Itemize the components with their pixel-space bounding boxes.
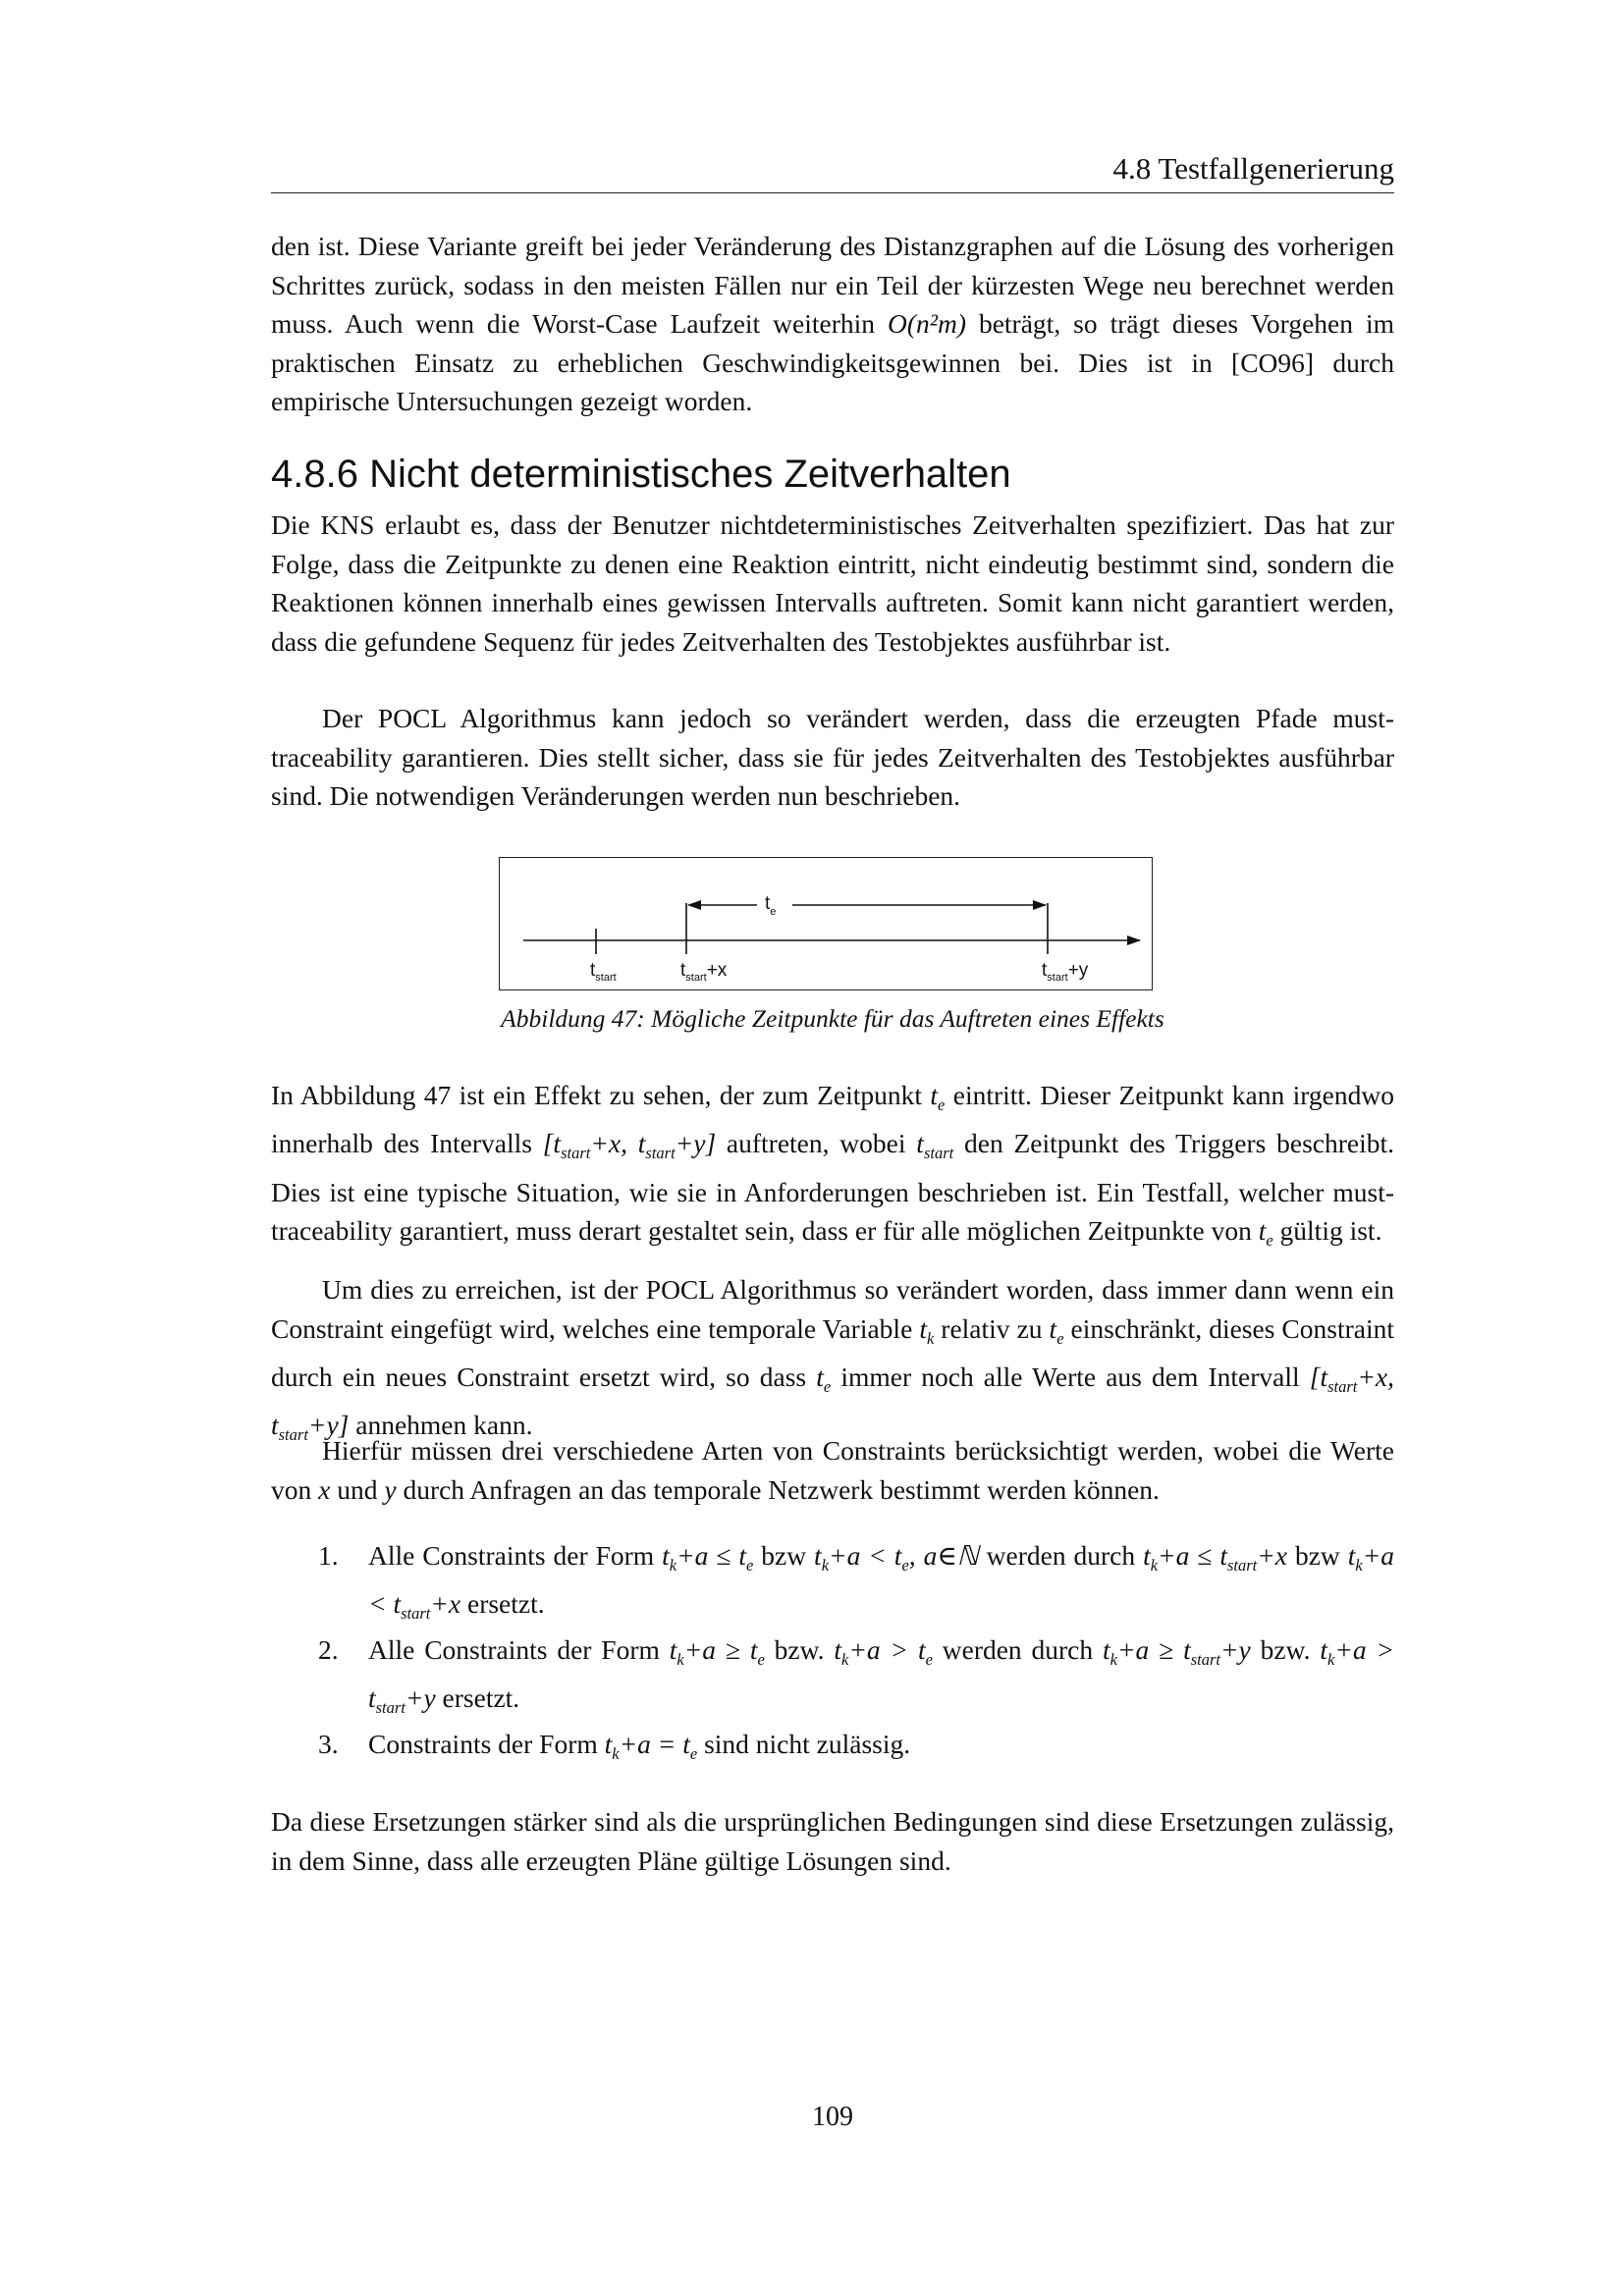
t-e-symbol: $t_e$ (930, 1080, 946, 1114)
t-e-symbol: $t_e$ (816, 1361, 832, 1396)
paragraph-3: In Abbildung 47 ist ein Effekt zu sehen, der zum Zeitpunkt $t_e$ eintritt. Dieser Zeitpunkt kann irgendwo innerhalb des Intervalls [$t_{start}+x$, $t_{start}+y$] auftreten, wobei $t_{start}$ den Zeitpunkt des Triggers beschreibt. Dies ist eine typische Situation, wie sie in Anforderungen beschrieben ist. Ein Testfall, welcher must-traceability garantiert, muss derart gestaltet sein, dass er für alle möglichen Zeitpunkte von $t_e$ gültig ist. (271, 1080, 1395, 1250)
timeline-diagram (500, 858, 1154, 991)
figure-timeline (499, 857, 1153, 990)
interval-formula: [$t_{start}+x$, $t_{start}+y$] (542, 1128, 717, 1163)
paragraph-2: Der POCL Algorithmus kann jedoch so verändert werden, dass die erzeugten Pfade must-traceability garantieren. Dies stellt sicher, dass sie für jedes Zeitverhalten des Testobjektes ausführbar sind. Die notwendigen Veränderungen werden nun beschrieben. (271, 703, 1394, 811)
t-e-symbol: $t_e$ (1049, 1312, 1064, 1348)
section-heading: 4.8.6 Nicht deterministisches Zeitverhalten (271, 453, 1011, 496)
label-tstart-plus-y: $t_{start}+y$ (1042, 960, 1089, 984)
document-page: 4.8 Testfallgenerierung den ist. Diese Variante greift bei jeder Veränderung des Distanzgraphen auf die Lösung des vorherigen Schrittes zurück, sodass in den meisten Fällen nur ein Teil der kürzesten Wege neu berechnet werden muss. Auch wenn die Worst-Case Laufzeit weiterhin O(n²m) beträgt, so trägt dieses Vorgehen im praktischen Einsatz zu erheblichen Geschwindigkeitsgewinnen bei. Dies ist in [CO96] durch empirische Untersuchungen gezeigt worden. 4.8.6 Nicht deterministisches Zeitverhalten Die KNS erlaubt es, dass der Benutzer nichtdeterministisches Zeitverhalten spezifiziert. Das hat zur Folge, dass die Zeitpunkte zu denen eine Reaktion eintritt, nicht eindeutig bestimmt sind, sondern die Reaktionen können innerhalb eines gewissen Intervalls auftreten. Somit kann nicht garantiert werden, dass die gefundene Sequenz für jedes Zeitverhalten des Testobjektes ausführbar ist. Der POCL Algorithmus kann jedoch so verändert werden, dass die erzeugten Pfade must-traceability garantieren. Dies stellt sicher, dass sie für jedes Zeitverhalten des Testobjektes ausführbar sind. Die notwendigen Veränderungen werden nun beschrieben. $t_e$ $t_{start}$ $t_{start}+x$ $t_{start}+y$ Abbildung 47: Mögliche Zeitpunkte für das Auftreten eines Effekts In Abbildung 47 ist ein Effekt zu sehen, der zum Zeitpunkt $t_e$ eintritt. Dieser Zeitpunkt kann irgendwo innerhalb des Intervalls [$t_{start}+x$, $t_{start}+y$] auftreten, wobei $t_{start}$ den Zeitpunkt des Triggers beschreibt. Dies ist eine typische Situation, wie sie in Anforderungen beschrieben ist. Ein Testfall, welcher must-traceability garantiert, muss derart gestaltet sein, dass er für alle möglichen Zeitpunkte von $t_e$ gültig ist. Um dies zu erreichen, ist der POCL Algorithmus so verändert worden, dass immer dann wenn ein Constraint eingefügt wird, welches eine temporale Variable $t_k$ relativ zu $t_e$ einschränkt, dieses Constraint durch ein neues Constraint ersetzt wird, so dass $t_e$ immer noch alle Werte aus dem Intervall [$t_{start}+x$, $t_{start}+y$] annehmen kann. Hierfür müssen drei verschiedene Arten von Constraints berücksichtigt werden, wobei die Werte von x und y durch Anfragen an das temporale Netzwerk bestimmt werden können. 1. Alle Constraints der Form $t_k+a \le t_e$ bzw $t_k+a < t_e$, a∈ℕ werden durch $t_k+a \le t_{start}+x$ bzw $t_k+a < t_{start}+x$ ersetzt. 2. Alle Constraints der Form $t_k+a \ge t_e$ bzw. $t_k+a > t_e$ werden durch $t_k+a \ge t_{start}+y$ bzw. $t_k+a > t_{start}+y$ ersetzt. 3. Constraints der Form $t_k+a = t_e$ sind nicht zulässig. Da diese Ersetzungen stärker sind als die ursprünglichen Bedingungen sind diese Ersetzungen zulässig, in dem Sinne, dass alle erzeugten Pläne gültige Lösungen sind. 109 (0, 0, 1623, 2296)
t-e-symbol: $t_e$ (1258, 1215, 1273, 1250)
paragraph-4: Um dies zu erreichen, ist der POCL Algorithmus so verändert worden, dass immer dann wenn ein Constraint eingefügt wird, welches eine temporale Variable $t_k$ relativ zu $t_e$ einschränkt, dieses Constraint durch ein neues Constraint ersetzt wird, so dass $t_e$ immer noch alle Werte aus dem Intervall [$t_{start}+x$, $t_{start}+y$] annehmen kann. (271, 1274, 1394, 1444)
label-te: $t_e$ (765, 893, 777, 918)
label-tstart: $t_{start}$ (590, 960, 617, 984)
header-rule (271, 192, 1394, 193)
page-number: 109 (812, 2102, 853, 2132)
figure-caption: Abbildung 47: Mögliche Zeitpunkte für das Auftreten eines Effekts (501, 1004, 1164, 1033)
intro-text-b: beträgt, so trägt dieses Vorgehen im praktischen Einsatz zu erheblichen Geschwindigkeitsgewinnen bei. Dies ist in [CO96] durch empirische Untersuchungen gezeigt worden. (271, 308, 1394, 416)
label-tstart-plus-x: $t_{start}+x$ (680, 960, 728, 984)
paragraph-5: Hierfür müssen drei verschiedene Arten von Constraints berücksichtigt werden, wobei die Werte von x und y durch Anfragen an das temporale Netzwerk bestimmt werden können. (271, 1435, 1394, 1505)
t-k-symbol: $t_k$ (919, 1312, 935, 1348)
t-start-symbol: $t_{start}$ (916, 1128, 954, 1163)
running-header: 4.8 Testfallgenerierung (1112, 151, 1394, 186)
intro-paragraph (271, 227, 1394, 421)
complexity-formula: O(n²m) (887, 308, 966, 339)
interval-formula: [$t_{start}+x$, $t_{start}+y$] (271, 1361, 1394, 1444)
intro-text-a: den ist. Diese Variante greift bei jeder Veränderung des Distanzgraphen auf die Lösung des vorherigen Schrittes zurück, sodass in den meisten Fällen nur ein Teil der kürzesten Wege neu berechnet werden muss. Auch wenn die Worst-Case Laufzeit weiterhin (271, 231, 1394, 339)
paragraph-1: Die KNS erlaubt es, dass der Benutzer nichtdeterministisches Zeitverhalten spezifiziert. Das hat zur Folge, dass die Zeitpunkte zu denen eine Reaktion eintritt, nicht eindeutig bestimmt sind, sondern die Reaktionen können innerhalb eines gewissen Intervalls auftreten. Somit kann nicht garantiert werden, dass die gefundene Sequenz für jedes Zeitverhalten des Testobjektes ausführbar ist. (271, 509, 1394, 657)
closing-paragraph: Da diese Ersetzungen stärker sind als die ursprünglichen Bedingungen sind diese Ersetzungen zulässig, in dem Sinne, dass alle erzeugten Pläne gültige Lösungen sind. (271, 1806, 1394, 1876)
